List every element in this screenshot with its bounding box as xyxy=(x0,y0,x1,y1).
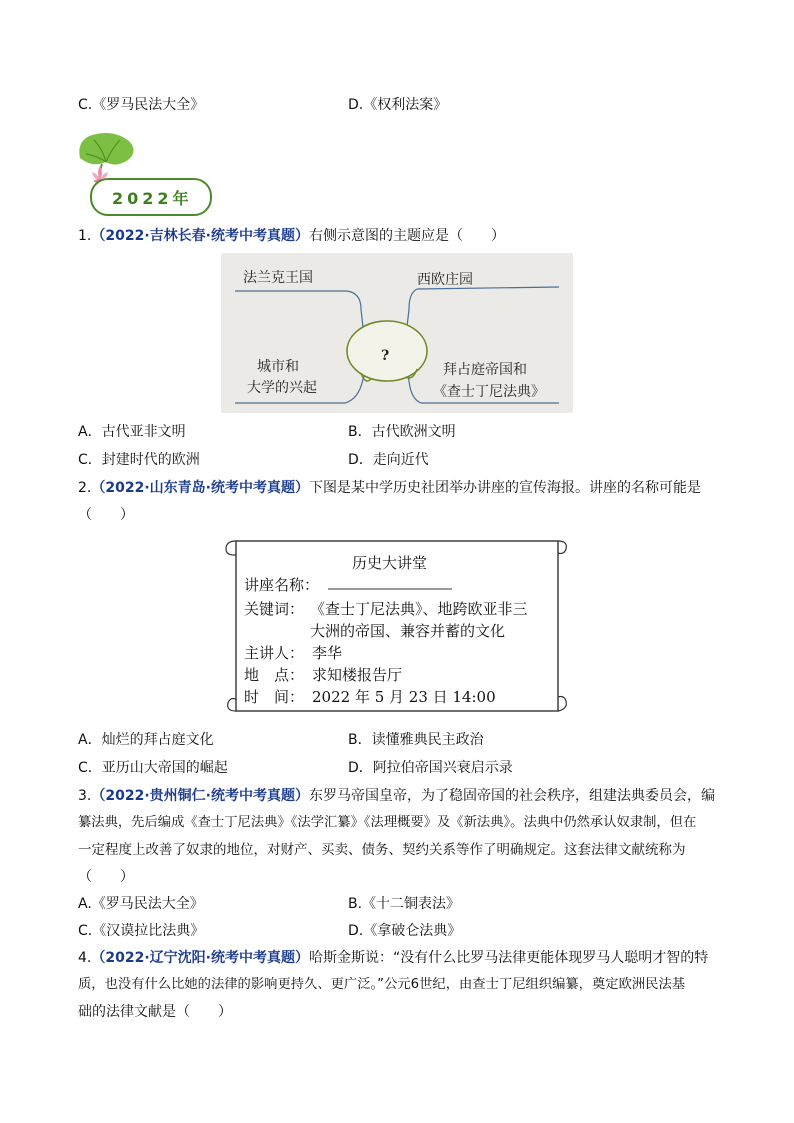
question-2-option-a[interactable]: A．灿烂的拜占庭文化 xyxy=(78,732,214,748)
question-3-line-3: 一定程度上改善了奴隶的地位，对财产、买卖、债务、契约关系等作了明确规定。这套法律文献统称为 xyxy=(78,842,686,858)
question-1-source: （2022·吉林长春·统考中考真题） xyxy=(91,228,309,244)
question-1-option-b[interactable]: B．古代欧洲文明 xyxy=(348,424,456,440)
question-4-text: 哈斯金斯说：“没有什么比罗马法律更能体现罗马人聪明才智的特 xyxy=(308,950,709,966)
mind-map-top-right: 西欧庄园 xyxy=(417,272,473,288)
mind-map-bottom-right-2: 《查士丁尼法典》 xyxy=(433,384,545,400)
poster-keywords-label: 关键词： xyxy=(244,600,305,618)
question-3-option-b[interactable]: B.《十二铜表法》 xyxy=(348,896,461,912)
question-2-option-d[interactable]: D．阿拉伯帝国兴衰启示录 xyxy=(348,760,513,776)
mind-map-bottom-right-1: 拜占庭帝国和 xyxy=(443,362,527,378)
mind-map-top-left: 法兰克王国 xyxy=(243,270,313,286)
question-4-line-3: 础的法律文献是（ ） xyxy=(78,1004,232,1020)
poster-time: 2022 年 5 月 23 日 14:00 xyxy=(312,688,496,706)
question-1-stem xyxy=(78,226,505,246)
question-4-source: （2022·辽宁沈阳·统考中考真题） xyxy=(91,950,309,966)
question-3-option-a[interactable]: A.《罗马民法大全》 xyxy=(78,896,204,912)
question-3-number: 3. xyxy=(78,788,92,804)
mind-map-bottom-left-2: 大学的兴起 xyxy=(247,380,317,396)
question-1-option-a[interactable]: A．古代亚非文明 xyxy=(78,424,186,440)
question-3-line-1 xyxy=(78,786,715,806)
poster-title: 历史大讲堂 xyxy=(352,554,428,572)
poster-speaker-label: 主讲人： xyxy=(244,644,305,662)
prev-option-c: C.《罗马民法大全》 xyxy=(78,97,205,113)
question-4-line-2: 质，也没有什么比她的法律的影响更持久、更广泛。”公元6世纪，由查士丁尼组织编纂，奠定欧洲民法基 xyxy=(78,977,686,992)
prev-option-d: D.《权利法案》 xyxy=(348,97,448,113)
question-3-option-d[interactable]: D.《拿破仑法典》 xyxy=(348,923,462,939)
question-3-line-2: 纂法典，先后编成《查士丁尼法典》《法学汇纂》《法理概要》及《新法典》。法典中仍然承认奴隶制，但在 xyxy=(78,815,697,830)
figure-mind-map xyxy=(221,253,573,413)
poster-time-label: 时 间： xyxy=(244,688,305,706)
question-2-bracket: （ ） xyxy=(78,507,134,523)
question-1-option-d[interactable]: D．走向近代 xyxy=(348,452,429,468)
poster-name-label: 讲座名称： xyxy=(244,576,320,594)
poster-place: 求知楼报告厅 xyxy=(312,666,403,684)
question-3-source: （2022·贵州铜仁·统考中考真题） xyxy=(91,788,309,804)
question-3-text: 东罗马帝国皇帝，为了稳固帝国的社会秩序，组建法典委员会，编 xyxy=(308,788,715,804)
question-4-number: 4. xyxy=(78,950,92,966)
poster-place-label: 地 点： xyxy=(244,666,305,684)
question-1-option-c[interactable]: C．封建时代的欧洲 xyxy=(78,452,200,468)
question-2-source: （2022·山东青岛·统考中考真题） xyxy=(91,480,309,496)
mind-map-bottom-left-1: 城市和 xyxy=(257,359,299,375)
question-2-text: 下图是某中学历史社团举办讲座的宣传海报。讲座的名称可能是 xyxy=(308,480,701,496)
year-badge-label: 2022年 xyxy=(112,189,193,208)
poster-keywords-2: 大洲的帝国、兼容并蓄的文化 xyxy=(310,622,506,640)
question-2-number: 2. xyxy=(78,480,92,496)
mind-map-center: ? xyxy=(381,348,390,364)
question-1-number: 1. xyxy=(78,228,92,244)
question-4-line-1 xyxy=(78,948,708,968)
question-2-stem xyxy=(78,478,701,498)
question-2-option-b[interactable]: B．读懂雅典民主政治 xyxy=(348,732,484,748)
poster-speaker: 李华 xyxy=(312,644,343,662)
question-3-bracket: （ ） xyxy=(78,869,134,885)
figure-poster xyxy=(224,533,568,715)
poster-keywords-1: 《查士丁尼法典》、地跨欧亚非三 xyxy=(310,600,528,618)
question-1-text: 右侧示意图的主题应是（ ） xyxy=(308,228,505,244)
question-2-option-c[interactable]: C．亚历山大帝国的崛起 xyxy=(78,760,228,776)
question-3-option-c[interactable]: C.《汉谟拉比法典》 xyxy=(78,923,205,939)
